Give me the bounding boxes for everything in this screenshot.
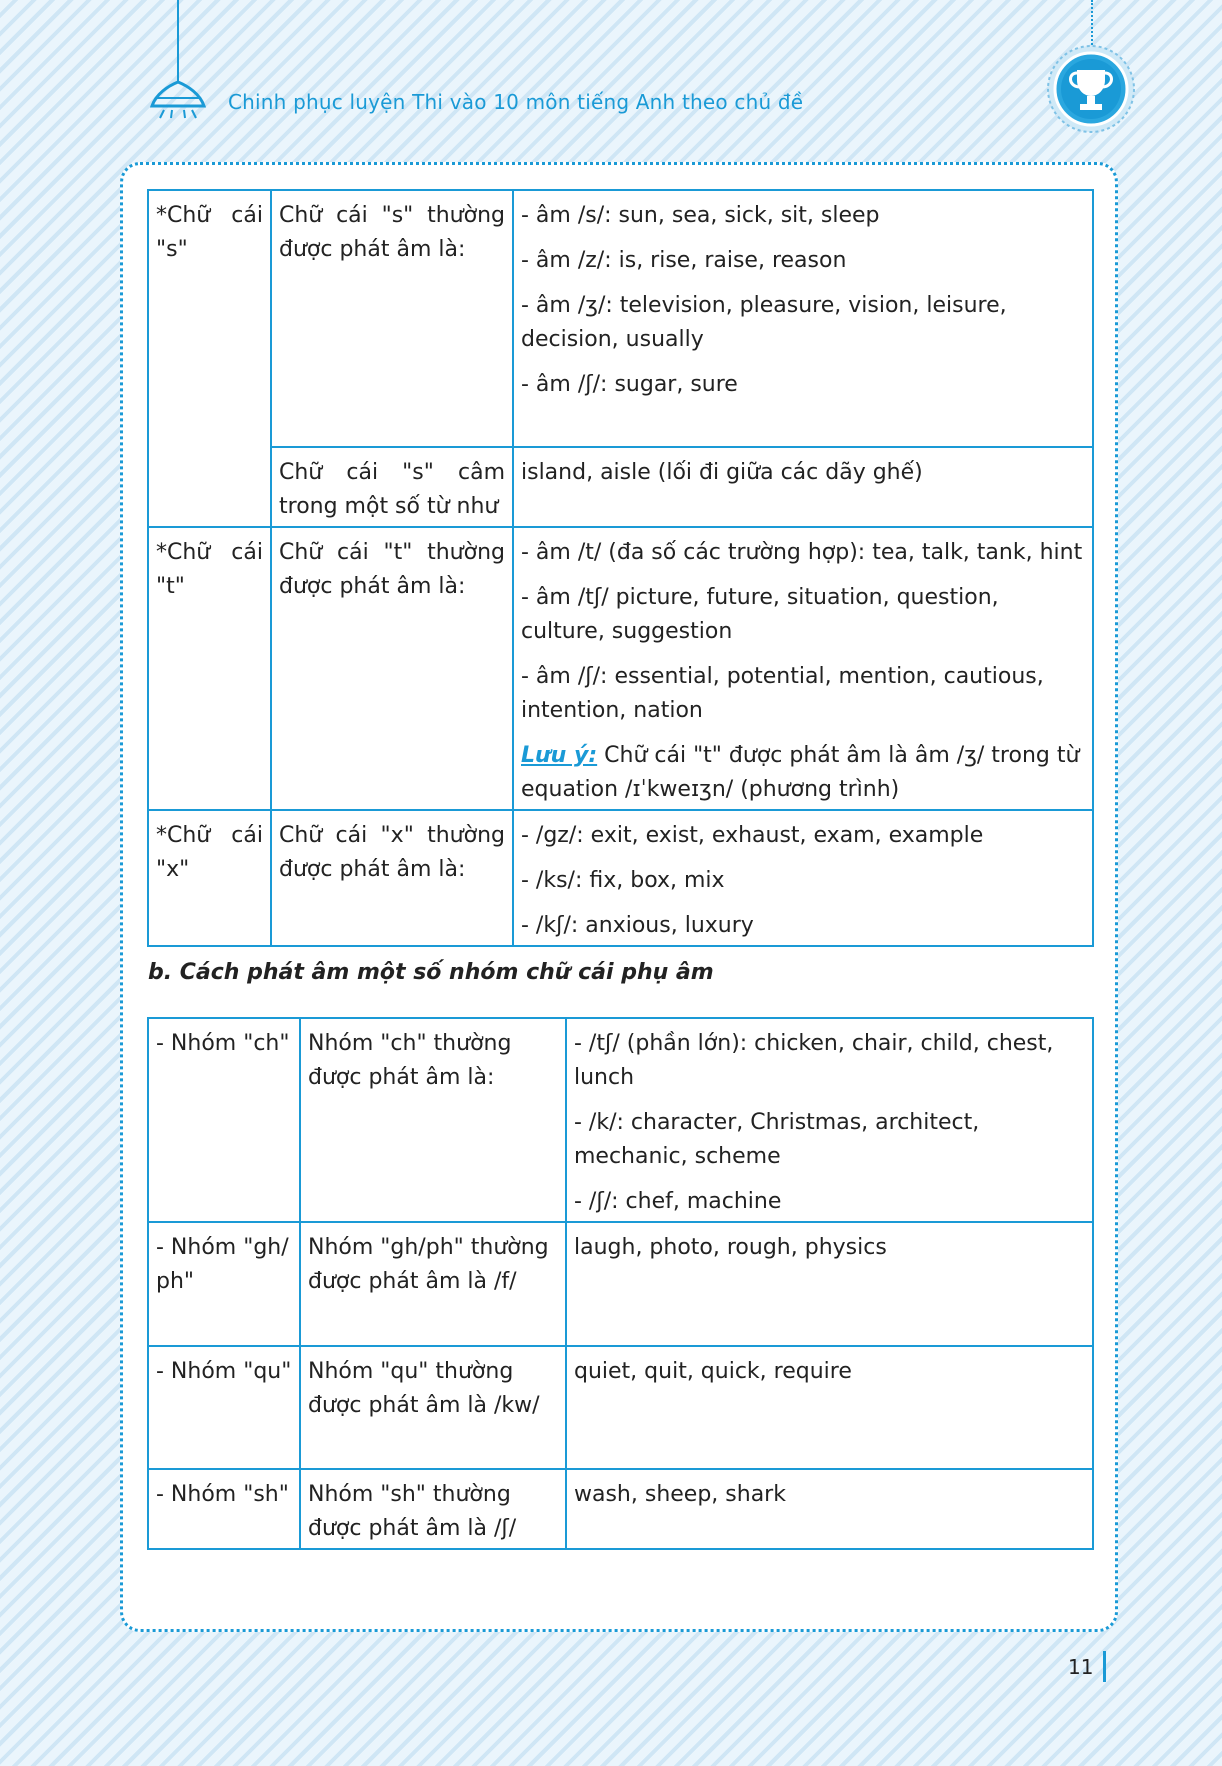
table-row [148,527,1093,810]
rule-cell: Nhóm "qu" thường được phát âm là /kw/ [300,1346,566,1469]
header-title: Chinh phục luyện Thi vào 10 môn tiếng Anh theo chủ đề [228,90,804,114]
letter-cell: *Chữ cái "x" [148,810,271,946]
lamp-cord [177,0,179,82]
example-line: - âm /ʃ/: sugar, sure [521,372,738,397]
examples-cell [513,447,1093,527]
rule-cell: Chữ cái "s" thường được phát âm là: [271,190,513,447]
table-row [148,1469,1093,1549]
example-line: - /ks/: fix, box, mix [521,868,725,893]
rule-cell: Nhóm "sh" thường được phát âm là /ʃ/ [300,1469,566,1549]
group-cell: - Nhóm "qu" [148,1346,300,1469]
section-b-title: b. Cách phát âm một số nhóm chữ cái phụ âm [148,960,714,985]
example-line: wash, sheep, shark [574,1482,786,1507]
table-row [148,810,1093,946]
example-line: - âm /ʒ/: television, pleasure, vision, leisure, decision, usually [521,293,1007,352]
example-line: - âm /tʃ/ picture, future, situation, question, culture, suggestion [521,585,999,644]
rule-cell: Nhóm "ch" thường được phát âm là: [300,1018,566,1222]
examples-cell [566,1346,1093,1469]
example-line: - /ʃ/: chef, machine [574,1189,782,1214]
example-line: island, aisle (lối đi giữa các dãy ghế) [521,460,923,485]
rule-cell: Chữ cái "s" câm trong một số từ như [271,447,513,527]
note-label: Lưu ý: [521,743,598,768]
example-line: - /kʃ/: anxious, luxury [521,913,754,938]
rule-cell: Chữ cái "x" thường được phát âm là: [271,810,513,946]
examples-cell [513,810,1093,946]
letter-cell: *Chữ cái "t" [148,527,271,810]
page-number: 11 [1068,1655,1094,1679]
note-line [521,739,1085,807]
table-row [148,1346,1093,1469]
table-row [148,1222,1093,1346]
table-row [148,447,1093,527]
example-line: - âm /ʃ/: essential, potential, mention, cautious, intention, nation [521,664,1044,723]
example-line: - /tʃ/ (phần lớn): chicken, chair, child, chest, lunch [574,1031,1054,1090]
example-line: - âm /s/: sun, sea, sick, sit, sleep [521,203,880,228]
page-number-bar [1103,1651,1106,1682]
table-row [148,190,1093,447]
table-row [148,1018,1093,1222]
example-line: - âm /t/ (đa số các trường hợp): tea, talk, tank, hint [521,540,1083,565]
examples-cell [513,190,1093,447]
example-line: quiet, quit, quick, require [574,1359,852,1384]
example-line: - /gz/: exit, exist, exhaust, exam, example [521,823,984,848]
rule-cell: Nhóm "gh/ph" thường được phát âm là /f/ [300,1222,566,1346]
consonant-group-table [147,1017,1094,1550]
group-cell: - Nhóm "sh" [148,1469,300,1549]
examples-cell [566,1469,1093,1549]
examples-cell [566,1018,1093,1222]
example-line: laugh, photo, rough, physics [574,1235,887,1260]
rule-cell: Chữ cái "t" thường được phát âm là: [271,527,513,810]
letter-pronunciation-table [147,189,1094,947]
examples-cell [513,527,1093,810]
group-cell: - Nhóm "ch" [148,1018,300,1222]
lamp-icon [146,80,210,124]
trophy-icon [1046,44,1136,138]
note-text: Chữ cái "t" được phát âm là âm /ʒ/ trong từ equation /ɪˈkweɪʒn/ (phương trình) [521,743,1080,802]
group-cell: - Nhóm "gh/ ph" [148,1222,300,1346]
example-line: - /k/: character, Christmas, architect, mechanic, scheme [574,1110,980,1169]
examples-cell [566,1222,1093,1346]
example-line: - âm /z/: is, rise, raise, reason [521,248,847,273]
letter-cell: *Chữ cái "s" [148,190,271,527]
